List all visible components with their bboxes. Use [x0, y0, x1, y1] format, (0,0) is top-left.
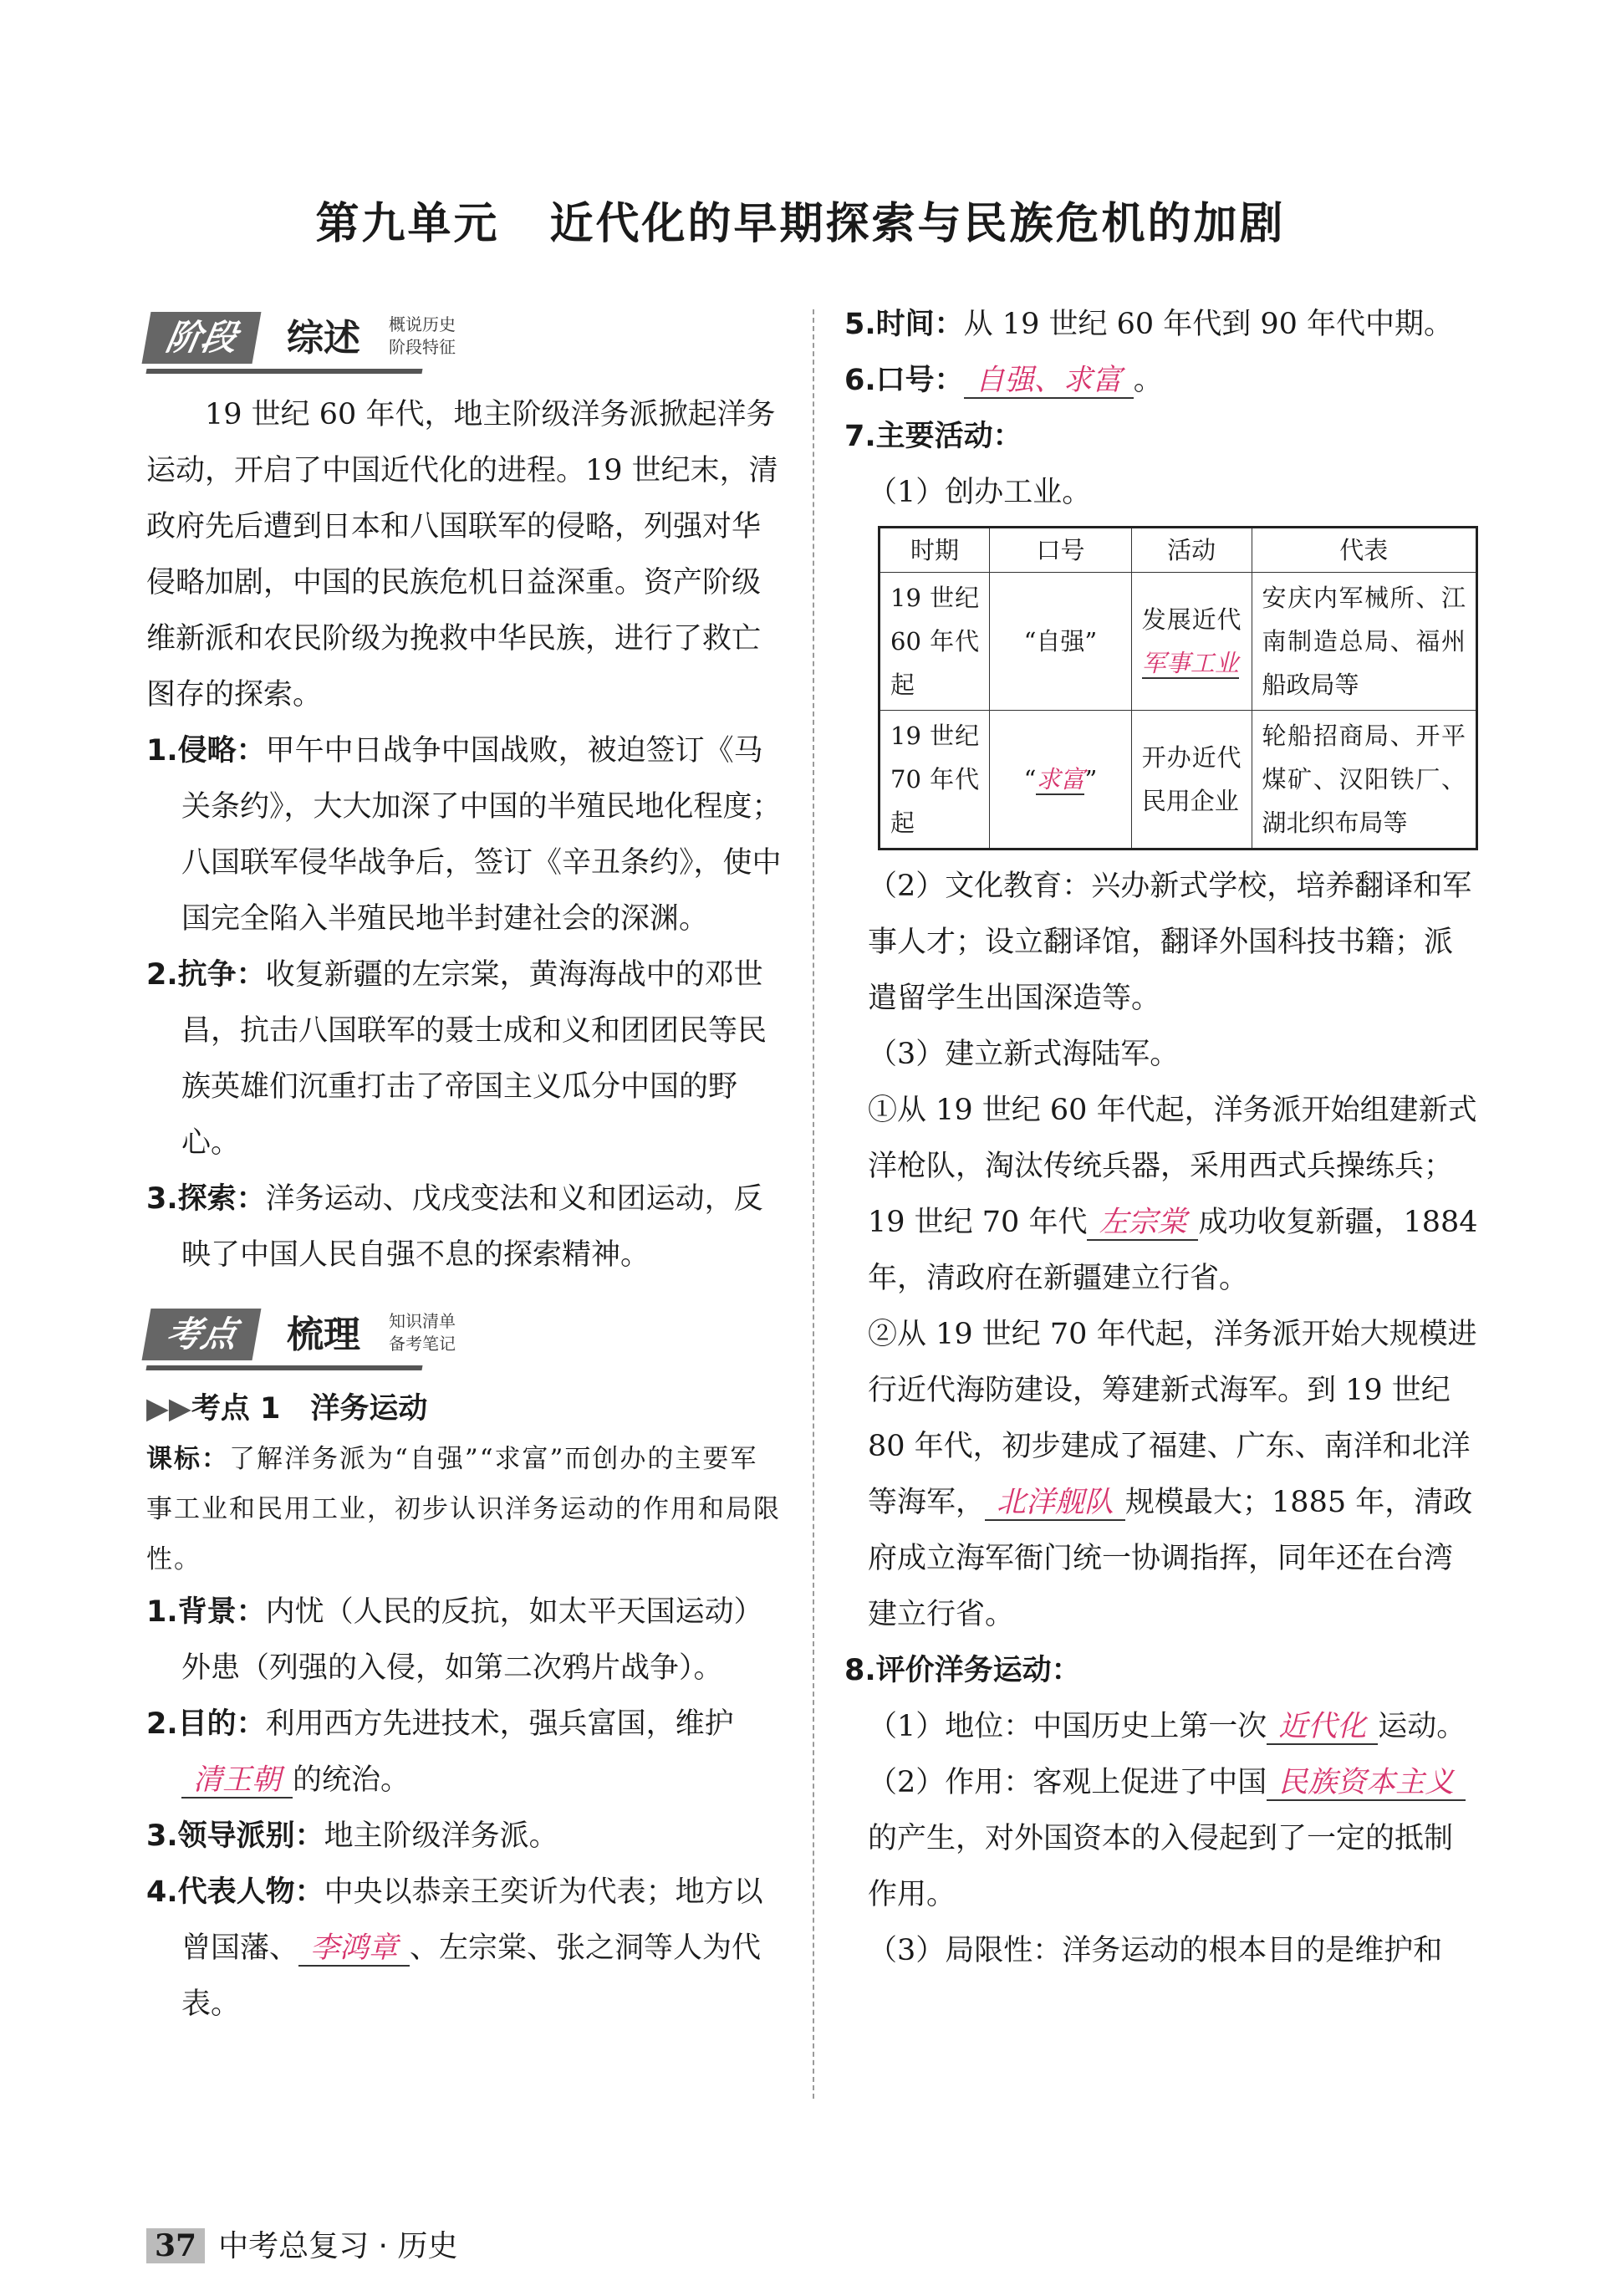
double-arrow-icon: ▶▶ — [146, 1392, 191, 1426]
activity-3-2: ②从 19 世纪 70 年代起，洋务派开始大规模进行近代海防建设，筹建新式海军。到 19 世纪 80 年代，初步建成了福建、广东、南洋和北洋等海军， 北洋舰队 规模最大；1885 年，清政府成立海军衙门统一协调指挥，同年还在台湾建立行省。 — [868, 1318, 1477, 1631]
table-header: 口号 — [990, 528, 1132, 573]
review-heading: 梳理 — [287, 1314, 360, 1356]
banner-rule — [145, 369, 422, 374]
stage-heading: 综述 — [287, 317, 360, 360]
answer-blank: 近代化 — [1267, 1710, 1378, 1745]
answer-blank: 民族资本主义 — [1267, 1766, 1466, 1801]
review-item-6: 6.口号： 自强、求富 。 — [844, 364, 1163, 397]
table-header: 活动 — [1131, 528, 1252, 573]
answer-blank: 求富 — [1036, 765, 1085, 793]
review-item-5: 5.时间：从 19 世纪 60 年代到 90 年代中期。 — [844, 308, 1454, 341]
answer-blank: 李鸿章 — [298, 1931, 410, 1967]
stage-summary-banner — [146, 297, 782, 380]
answer-blank: 左宗棠 — [1087, 1206, 1198, 1241]
table-cell: 轮船招商局、开平煤矿、汉阳铁厂、湖北织布局等 — [1252, 711, 1476, 850]
table-cell: “求富” — [990, 711, 1132, 850]
activity-1: （1）创办工业。 — [868, 476, 1092, 509]
activity-3: （3）建立新式海陆军。 — [868, 1038, 1180, 1071]
table-header-row — [880, 528, 1477, 573]
stage-intro: 19 世纪 60 年代，地主阶级洋务派掀起洋务运动，开启了中国近代化的进程。19 世纪末，清政府先后遭到日本和八国联军的侵略，列强对华侵略加剧，中国的民族危机日益深重。资产阶级维新派和农民阶级为挽救中华民族，进行了救亡图存的探索。 — [146, 398, 778, 712]
activity-2: （2）文化教育：兴办新式学校，培养翻译和军事人才；设立翻译馆，翻译外国科技书籍；派遣留学生出国深造等。 — [868, 870, 1472, 1015]
evaluation-3: （3）局限性：洋务运动的根本目的是维护和 — [868, 1934, 1443, 1967]
column-divider — [813, 309, 814, 2099]
evaluation-1: （1）地位：中国历史上第一次 近代化 运动。 — [868, 1710, 1466, 1743]
evaluation-2: （2）作用：客观上促进了中国 民族资本主义的产生，对外国资本的入侵起到了一定的抵制作用。 — [844, 1755, 1480, 1923]
table-cell: 19 世纪 70 年代起 — [880, 711, 990, 850]
review-item-7: 7.主要活动： — [844, 420, 1022, 453]
right-column — [844, 297, 1480, 1979]
stage-item-2: 2.抗争：收复新疆的左宗棠，黄海海战中的邓世昌，抗击八国联军的聂士成和义和团团民等民族英雄们沉重打击了帝国主义瓜分中国的野心。 — [146, 958, 767, 1160]
left-column — [146, 297, 782, 2033]
review-note: 知识清单 备考笔记 — [389, 1311, 456, 1354]
table-cell: 安庆内军械所、江南制造总局、福州船政局等 — [1252, 573, 1476, 711]
table-cell: “自强” — [990, 573, 1132, 711]
page-title: 第九单元 近代化的早期探索与民族危机的加剧 — [315, 199, 1286, 249]
stage-note: 概说历史 阶段特征 — [389, 314, 456, 357]
review-item-3: 3.领导派别：地主阶级洋务派。 — [146, 1819, 558, 1853]
table-cell: 19 世纪 60 年代起 — [880, 573, 990, 711]
answer-blank: 自强、求富 — [964, 364, 1134, 399]
review-item-2: 2.目的：利用西方先进技术，强兵富国，维护清王朝 的统治。 — [146, 1707, 734, 1797]
table-row — [880, 573, 1477, 711]
table-row — [880, 711, 1477, 850]
table-header: 代表 — [1252, 528, 1476, 573]
answer-blank: 北洋舰队 — [985, 1486, 1125, 1521]
review-item-4: 4.代表人物：中央以恭亲王奕䜣为代表；地方以曾国藩、 李鸿章 、左宗棠、张之洞等人为代表。 — [146, 1875, 763, 2021]
answer-blank: 军事工业 — [1141, 649, 1239, 677]
key-point-heading: ▶▶考点 1 洋务运动 — [146, 1392, 428, 1426]
review-banner — [146, 1293, 782, 1377]
stage-tag: 阶段 — [142, 312, 262, 364]
page-footer — [146, 2222, 457, 2265]
page-number: 37 — [146, 2228, 205, 2263]
stage-item-1: 1.侵略：甲午中日战争中国战败，被迫签订《马关条约》，大大加深了中国的半殖民地化程度；八国联军侵华战争后，签订《辛丑条约》，使中国完全陷入半殖民地半封建社会的深渊。 — [146, 734, 782, 936]
banner-rule — [145, 1365, 422, 1370]
review-item-1: 1.背景：内忧（人民的反抗，如太平天国运动）外患（列强的入侵，如第二次鸦片战争）。 — [146, 1595, 763, 1685]
book-title: 中考总复习 · 历史 — [218, 2229, 458, 2263]
review-tag: 考点 — [142, 1309, 262, 1360]
table-cell: 发展近代军事工业 — [1131, 573, 1252, 711]
answer-blank: 清王朝 — [181, 1763, 293, 1799]
table-cell: 开办近代民用企业 — [1131, 711, 1252, 850]
curriculum-standard: 课标：了解洋务派为“自强”“求富”而创办的主要军事工业和民用工业，初步认识洋务运动的作用和局限性。 — [146, 1444, 781, 1574]
table-header: 时期 — [880, 528, 990, 573]
stage-item-3: 3.探索：洋务运动、戊戌变法和义和团运动，反映了中国人民自强不息的探索精神。 — [146, 1182, 763, 1272]
industry-table — [878, 526, 1478, 850]
activity-3-1: ①从 19 世纪 60 年代起，洋务派开始组建新式洋枪队，淘汰传统兵器，采用西式兵操练兵；19 世纪 70 年代 左宗棠 成功收复新疆，1884 年，清政府在新疆建立行省。 — [868, 1094, 1478, 1295]
review-item-8: 8.评价洋务运动： — [844, 1654, 1081, 1687]
